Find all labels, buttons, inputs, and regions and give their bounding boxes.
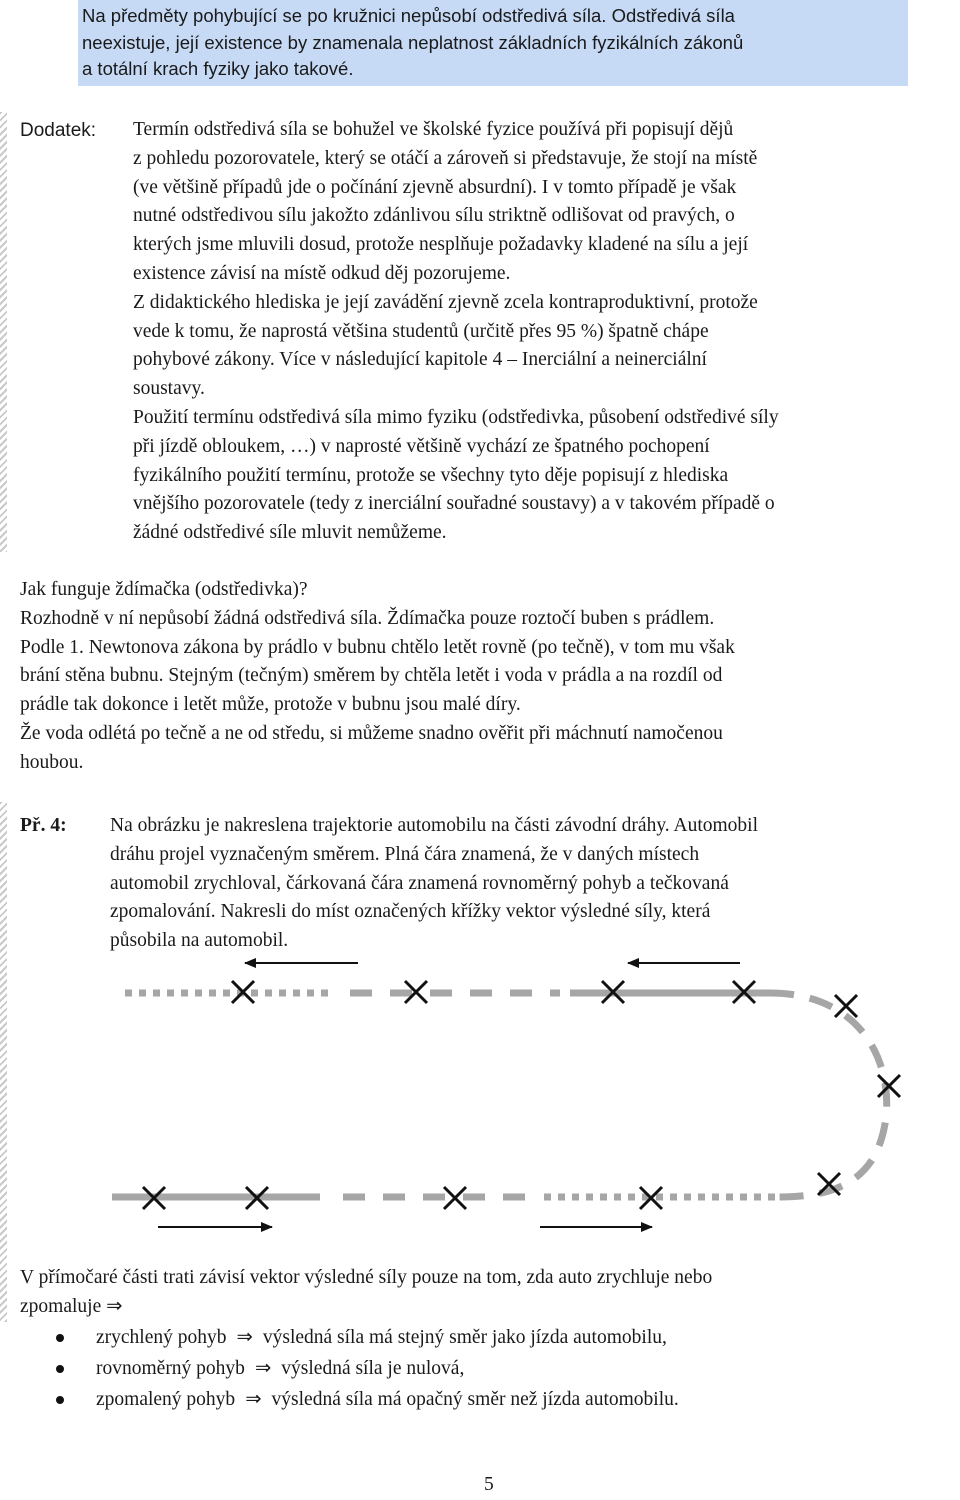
highlight-line: a totální krach fyziky jako takové. [82,58,354,79]
addendum-line: fyzikálního použití termínu, protože se všechny tyto děje popisují z hlediska [133,464,729,486]
washer-line: Podle 1. Newtonova zákona by prádlo v bubnu chtělo letět rovně (po tečně), v tom mu však [20,636,735,658]
example-line: Na obrázku je nakreslena trajektorie automobilu na části závodní dráhy. Automobil [110,815,758,836]
conclusion-line: zpomaluje ⇒ [20,1295,123,1317]
cross-marker [444,1187,466,1209]
example-line: působila na automobil. [110,930,289,952]
addendum-line: kterých jsme mluvili dosud, protože nesplňuje požadavky kladené na sílu a její [133,234,749,256]
bullet-before: zrychlený pohyb [96,1327,227,1348]
track-diagram [0,945,960,1255]
implies-arrow: ⇒ [236,1327,253,1348]
margin-hatch-conclusion [0,1262,7,1322]
bullet-after: výsledná síla má opačný směr než jízda automobilu. [271,1389,679,1410]
addendum-body [133,116,960,548]
washer-line: houbou. [20,751,84,773]
washer-line: Že voda odlétá po tečně a ne od středu, si můžeme snadno ověřit při máchnutí namočenou [20,722,723,744]
washer-line: brání stěna bubnu. Stejným (tečným) směrem by chtěla letět i voda v prádla a na rozdíl od [20,665,723,687]
addendum-line: Z didaktického hlediska je její zavádění zjevně zcela kontraproduktivní, protože [133,291,758,313]
addendum-line: žádné odstředivé síle mluvit nemůžeme. [133,522,447,544]
bullet-after: výsledná síla je nulová, [281,1358,465,1379]
conclusion-line: V přímočaré části trati závisí vektor výsledné síly pouze na tom, zda auto zrychluje nebo [20,1267,713,1288]
implies-arrow: ⇒ [245,1389,262,1410]
bullet-dot [56,1396,64,1404]
addendum-line: nutné odstředivou sílu jakožto zdánlivou sílu striktně odlišovat od pravých, o [133,205,735,227]
bullet-before: zpomalený pohyb [96,1389,236,1410]
cross-markers [143,981,900,1209]
addendum-line: při jízdě obloukem, …) v naprosté většině vychází ze špatného pochopení [133,435,710,457]
example-line: dráhu projel vyznačeným směrem. Plná čára znamená, že v daných místech [110,843,700,865]
example-label: Př. 4: [20,815,67,836]
bullet-dot [56,1365,64,1373]
example-line: zpomalování. Nakresli do míst označených křížky vektor výsledné síly, která [110,901,711,923]
conclusion [20,1264,712,1322]
washer-line: prádle tak dokonce i letět může, protože v bubnu jsou malé díry. [20,694,521,716]
example-line: automobil zrychloval, čárkovaná čára znamená rovnoměrný pohyb a tečkovaná [110,872,729,894]
bullet-before: rovnoměrný pohyb [96,1358,245,1379]
addendum-line: pohybové zákony. Více v následující kapitole 4 – Inerciální a neinerciální [133,349,707,371]
addendum-line: Použití termínu odstředivá síla mimo fyziku (odstředivka, působení odstředivé síly [133,406,779,428]
implies-arrow: ⇒ [254,1358,272,1379]
track-path [112,993,887,1197]
track-curve-segment [770,993,887,1197]
bullet-dot [56,1334,64,1342]
highlight-line: Na předměty pohybující se po kružnici nepůsobí odstředivá síla. Odstředivá síla [82,5,735,26]
washer-line: Jak funguje ždímačka (odstředivka)? [20,579,308,600]
addendum-line: existence závisí na místě odkud děj pozorujeme. [133,262,511,284]
cross-marker [835,995,857,1017]
example-body [110,812,758,956]
washer-section [20,576,735,778]
margin-hatch-addendum [0,112,7,552]
cross-marker [232,981,254,1003]
addendum-line: z pohledu pozorovatele, který se otáčí a zároveň si představuje, že stojí na místě [133,147,758,169]
page-number: 5 [484,1474,494,1495]
highlight-line: neexistuje, její existence by znamenala neplatnost základních fyzikálních zákonů [82,31,744,53]
addendum-line: Termín odstředivá síla se bohužel ve školské fyzice používá při popisují dějů [133,119,734,140]
addendum-line: soustavy. [133,378,205,400]
highlight-box [78,0,908,86]
washer-line: Rozhodně v ní nepůsobí žádná odstředivá síla. Ždímačka pouze roztočí buben s prádlem. [20,607,715,629]
addendum-line: (ve většině případů jde o počínání zjevně absurdní). I v tomto případě je však [133,176,737,198]
bullet-after: výsledná síla má stejný směr jako jízda automobilu, [262,1327,667,1348]
addendum-line: vede k tomu, že naprostá většina studentů (určitě přes 95 %) špatně chápe [133,320,709,342]
addendum-label: Dodatek: [20,120,97,141]
addendum-line: vnějšího pozorovatele (tedy z inerciální souřadné soustavy) a v takovém případě o [133,493,775,515]
